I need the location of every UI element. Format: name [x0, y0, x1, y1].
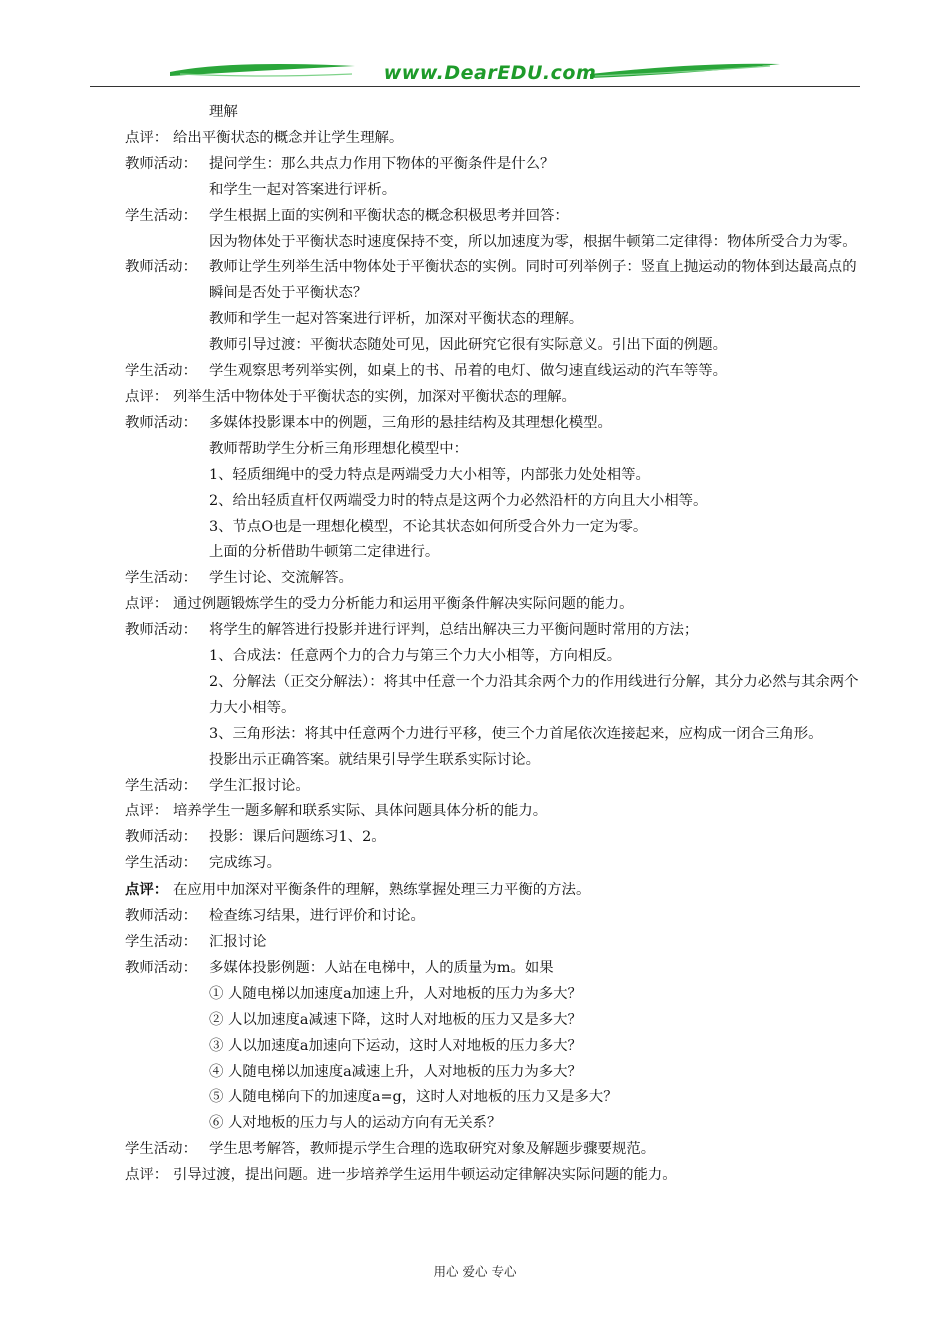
- line-text: 在应用中加深对平衡条件的理解，熟练掌握处理三力平衡的方法。: [173, 882, 591, 899]
- text-line: [125, 825, 865, 851]
- text-line: [125, 204, 865, 230]
- line-text: 上面的分析借助牛顿第二定律进行。: [209, 544, 440, 561]
- line-text: 投影：课后问题练习1、2。: [209, 829, 386, 846]
- line-text: 培养学生一题多解和联系实际、具体问题具体分析的能力。: [173, 803, 548, 820]
- text-line: [125, 411, 865, 437]
- text-line: [125, 618, 865, 644]
- line-text: ⑤ 人随电梯向下的加速度a=g，这时人对地板的压力又是多大？: [209, 1089, 618, 1106]
- line-text: 给出平衡状态的概念并让学生理解。: [173, 129, 404, 146]
- line-text: 2、分解法（正交分解法）：将其中任意一个力沿其余两个力的作用线进行分解，其分力必然与其余两个力大小相等。: [209, 673, 859, 716]
- line-text: 2、给出轻质直杆仅两端受力时的特点是这两个力必然沿杆的方向且大小相等。: [209, 492, 708, 509]
- line-label: 点评：: [125, 803, 169, 820]
- header-rule: [90, 86, 860, 87]
- line-text: 多媒体投影课本中的例题，三角形的悬挂结构及其理想化模型。: [209, 414, 612, 431]
- line-text: 将学生的解答进行投影并进行评判，总结出解决三力平衡问题时常用的方法；: [209, 622, 699, 639]
- line-text: 学生根据上面的实例和平衡状态的概念积极思考并回答：: [209, 207, 569, 224]
- text-line: [125, 851, 865, 877]
- text-line: [125, 1111, 865, 1137]
- line-text: 引导过渡，提出问题。进一步培养学生运用牛顿运动定律解决实际问题的能力。: [173, 1167, 677, 1184]
- line-label: 学生活动：: [125, 363, 197, 380]
- text-line: [125, 774, 865, 800]
- text-line: [125, 722, 865, 748]
- line-text: ④ 人随电梯以加速度a减速上升，人对地板的压力为多大？: [209, 1063, 582, 1080]
- line-text: ① 人随电梯以加速度a加速上升，人对地板的压力为多大？: [209, 985, 582, 1002]
- line-label: 教师活动：: [125, 259, 197, 276]
- line-label: 学生活动：: [125, 777, 197, 794]
- line-label: 教师活动：: [125, 829, 197, 846]
- line-text: 完成练习。: [209, 855, 281, 872]
- line-text: 提问学生：那么共点力作用下物体的平衡条件是什么？: [209, 155, 555, 172]
- line-label: 学生活动：: [125, 1141, 197, 1158]
- line-label: 教师活动：: [125, 622, 197, 639]
- text-line: [125, 307, 865, 333]
- line-label: 教师活动：: [125, 908, 197, 925]
- line-text: ③ 人以加速度a加速向下运动，这时人对地板的压力多大？: [209, 1037, 582, 1054]
- line-text: 教师和学生一起对答案进行评析，加深对平衡状态的理解。: [209, 311, 584, 328]
- line-text: 通过例题锻炼学生的受力分析能力和运用平衡条件解决实际问题的能力。: [173, 596, 634, 613]
- text-line: [125, 1008, 865, 1034]
- text-line: [125, 1034, 865, 1060]
- text-line: [125, 799, 865, 825]
- text-line: [125, 982, 865, 1008]
- line-label: 学生活动：: [125, 855, 197, 872]
- text-line: [125, 515, 865, 541]
- document-body: [125, 100, 865, 1189]
- text-line: [125, 333, 865, 359]
- text-line: [125, 359, 865, 385]
- text-line: [125, 152, 865, 178]
- text-line: [125, 1137, 865, 1163]
- line-text: 教师让学生列举生活中物体处于平衡状态的实例。同时可列举例子：竖直上抛运动的物体到达最高点的瞬间是否处于平衡状态？: [209, 259, 857, 302]
- text-line: [125, 670, 865, 722]
- text-line: [125, 592, 865, 618]
- line-text: ② 人以加速度a减速下降，这时人对地板的压力又是多大？: [209, 1011, 582, 1028]
- line-label: 学生活动：: [125, 570, 197, 587]
- text-line: [125, 126, 865, 152]
- text-line: [125, 956, 865, 982]
- text-line: [125, 178, 865, 204]
- line-text: 投影出示正确答案。就结果引导学生联系实际讨论。: [209, 751, 540, 768]
- text-line: [125, 385, 865, 411]
- line-label: 点评：: [125, 129, 169, 146]
- line-text: 检查练习结果，进行评价和讨论。: [209, 908, 425, 925]
- line-text: 多媒体投影例题：人站在电梯中，人的质量为m。如果: [209, 959, 554, 976]
- text-line: [125, 930, 865, 956]
- line-label: 点评：: [125, 388, 169, 405]
- text-line: [125, 566, 865, 592]
- text-line: [125, 255, 865, 307]
- line-text: 教师帮助学生分析三角形理想化模型中：: [209, 440, 469, 457]
- text-line: [125, 644, 865, 670]
- text-line: [125, 230, 865, 256]
- line-text: 3、节点O也是一理想化模型，不论其状态如何所受合外力一定为零。: [209, 518, 648, 535]
- line-text: 汇报讨论: [209, 934, 267, 950]
- line-label: 点评：: [125, 881, 169, 899]
- line-text: 和学生一起对答案进行评析。: [209, 181, 397, 198]
- line-label: 教师活动：: [125, 414, 197, 431]
- line-text: 1、合成法：任意两个力的合力与第三个力大小相等，方向相反。: [209, 648, 622, 665]
- site-url: www.DearEDU.com: [383, 62, 597, 84]
- line-label: 教师活动：: [125, 959, 197, 976]
- text-line: [125, 540, 865, 566]
- text-line: [125, 1163, 865, 1189]
- line-label: 点评：: [125, 596, 169, 613]
- line-text: 列举生活中物体处于平衡状态的实例，加深对平衡状态的理解。: [173, 388, 576, 405]
- line-text: 理解: [209, 104, 238, 120]
- text-line: [125, 1060, 865, 1086]
- line-text: 学生汇报讨论。: [209, 777, 310, 794]
- line-label: 学生活动：: [125, 934, 197, 950]
- text-line: [125, 100, 865, 126]
- line-text: 1、轻质细绳中的受力特点是两端受力大小相等，内部张力处处相等。: [209, 466, 650, 483]
- text-line: [125, 463, 865, 489]
- page-footer: 用心 爱心 专心: [433, 1264, 517, 1279]
- line-text: 因为物体处于平衡状态时速度保持不变，所以加速度为零，根据牛顿第二定律得：物体所受合力为零。: [209, 233, 857, 250]
- line-label: 学生活动：: [125, 207, 197, 224]
- line-text: 学生思考解答，教师提示学生合理的选取研究对象及解题步骤要规范。: [209, 1141, 656, 1158]
- page-header: [90, 52, 860, 92]
- line-text: 学生讨论、交流解答。: [209, 570, 353, 587]
- text-line: [125, 748, 865, 774]
- line-text: ⑥ 人对地板的压力与人的运动方向有无关系？: [209, 1115, 502, 1132]
- line-label: 点评：: [125, 1167, 169, 1184]
- line-label: 教师活动：: [125, 155, 197, 172]
- text-line: [125, 489, 865, 515]
- text-line: [125, 1085, 865, 1111]
- text-line: [125, 437, 865, 463]
- line-text: 教师引导过渡：平衡状态随处可见，因此研究它很有实际意义。引出下面的例题。: [209, 337, 728, 354]
- line-text: 3、三角形法：将其中任意两个力进行平移，使三个力首尾依次连接起来，应构成一闭合三角形。: [209, 725, 823, 742]
- line-text: 学生观察思考列举实例，如桌上的书、吊着的电灯、做匀速直线运动的汽车等等。: [209, 363, 728, 380]
- text-line: [125, 904, 865, 930]
- text-line: [125, 877, 865, 904]
